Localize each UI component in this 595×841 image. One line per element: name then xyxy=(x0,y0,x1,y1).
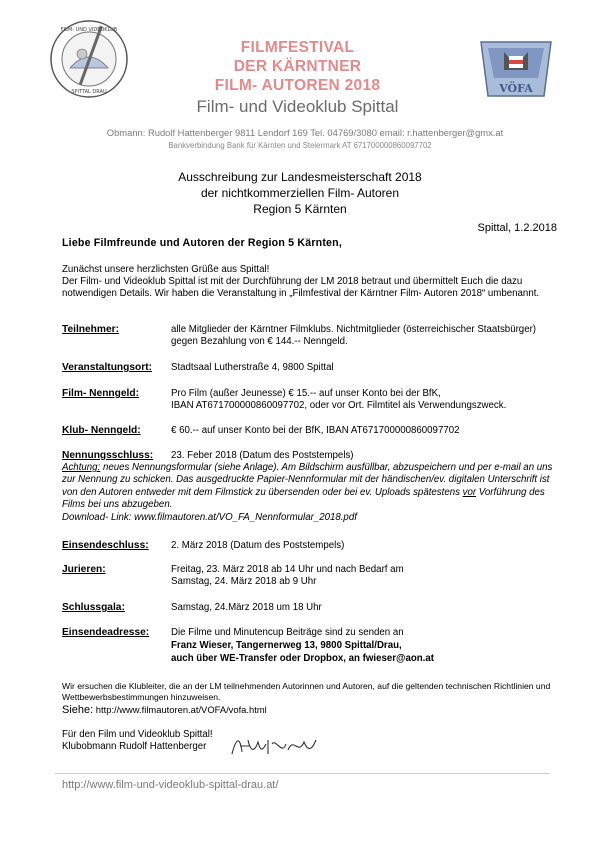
entry-deadline-label: Nennungsschluss: xyxy=(62,450,154,461)
club-name: Film- und Videoklub Spittal xyxy=(196,97,399,116)
footer-divider xyxy=(55,773,550,774)
download-link[interactable]: Download- Link: www.filmautoren.at/VO_FA_Nennformular_2018.pdf xyxy=(62,512,357,523)
address-line-1: Die Filme und Minutencup Beiträge sind zu senden an xyxy=(171,627,404,638)
gala-label: Schlussgala: xyxy=(62,602,125,613)
achtung-end: Vorführung des Films bei uns abzugeben. xyxy=(62,486,545,511)
club-fee-value: € 60.-- auf unser Konto bei der BfK, IBAN AT671700000860097702 xyxy=(171,425,460,436)
address-line-3: auch über WE-Transfer oder Dropbox, an fwieser@aon.at xyxy=(171,653,434,664)
bank-line: Bankverbindung Bank für Kärnten und Steiermark AT 671700000860097702 xyxy=(168,141,432,150)
intro-greeting: Zunächst unsere herzlichsten Grüße aus Spittal! xyxy=(62,264,270,275)
film-fee-line-2: IBAN AT671700000860097702, oder vor Ort. Filmtitel als Verwendungszweck. xyxy=(171,400,507,411)
address-label: Einsendeadresse: xyxy=(62,627,150,638)
address-line-2: Franz Wieser, Tangernerweg 13, 9800 Spittal/Drau, xyxy=(171,640,402,651)
greeting: Liebe Filmfreunde und Autoren der Region 5 Kärnten, xyxy=(62,237,342,249)
siehe-link[interactable]: http://www.filmautoren.at/VOFA/vofa.html xyxy=(93,704,267,715)
siehe-label: Siehe: xyxy=(62,704,94,716)
club-logo xyxy=(48,18,130,105)
judging-label: Jurieren: xyxy=(62,564,106,575)
judging-line-1: Freitag, 23. März 2018 ab 14 Uhr und nach Bedarf am xyxy=(171,564,404,575)
judging-line-2: Samstag, 24. März 2018 ab 9 Uhr xyxy=(171,576,317,587)
signature-image xyxy=(228,734,320,765)
film-fee-label: Film- Nenngeld: xyxy=(62,388,139,399)
intro-body: Der Film- und Videoklub Spittal ist mit der Durchführung der LM 2018 betraut und übermittelt Euch die dazu notwendigen Details. Wir haben die Veranstaltung in „Filmfestival der Kärntner Film- Autoren 2018“ umbenannt. xyxy=(62,276,540,300)
club-fee-label: Klub- Nenngeld: xyxy=(62,425,141,436)
signature-line-2: Klubobmann Rudolf Hattenberger xyxy=(62,741,207,752)
teilnehmer-value: alle Mitglieder der Kärntner Filmklubs. Nichtmitglieder (österreichischer Staatsbürger) gegen Bezahlung von € 144.-- Nenngeld. xyxy=(171,324,537,348)
venue-label: Veranstaltungsort: xyxy=(62,362,153,373)
closing-note: Wir ersuchen die Klubleiter, die an der LM teilnehmenden Autorinnen und Autoren, auf die geltenden technischen Richtlinien und Wettbewerbsbestimmungen hinzuweisen. xyxy=(62,681,551,702)
festival-title-line-2: DER KÄRNTNER xyxy=(233,58,362,75)
heading-line-2: der nichtkommerziellen Film- Autoren xyxy=(200,186,400,200)
svg-text:FILM- UND VIDEOKLUB: FILM- UND VIDEOKLUB xyxy=(60,27,118,33)
svg-text:SPITTAL DRAU: SPITTAL DRAU xyxy=(71,89,107,95)
venue-value: Stadtsaal Lutherstraße 4, 9800 Spittal xyxy=(171,362,334,373)
festival-title-line-1: FILMFESTIVAL xyxy=(240,39,355,56)
heading-line-1: Ausschreibung zur Landesmeisterschaft 2018 xyxy=(178,170,422,184)
footer-url[interactable]: http://www.film-und-videoklub-spittal-drau.at/ xyxy=(62,779,279,791)
film-fee-line-1: Pro Film (außer Jeunesse) € 15.-- auf unser Konto bei der BfK, xyxy=(171,388,441,399)
submission-deadline-label: Einsendeschluss: xyxy=(62,540,149,551)
contact-line: Obmann: Rudolf Hattenberger 9811 Lendorf 169 Tel. 04769/3080 email: r.hattenberger@gmx.at xyxy=(106,127,504,138)
achtung-vor: vor xyxy=(462,486,477,498)
entry-deadline-value: 23. Feber 2018 (Datum des Poststempels) xyxy=(171,450,354,461)
achtung-text: neues Nennungsformular (siehe Anlage). Am Bildschirm ausfüllbar, abzuspeichern und per e-mail an uns zur Nennung zu schicken. Das ausgedruckte Papier-Nennformular mit der händischen/ev. digitalen Unterschrift ist von den Autoren entweder mit dem Filmstick zu übersenden oder bei ev. Uploads spätestens xyxy=(62,462,553,498)
achtung-label: Achtung: xyxy=(62,462,101,473)
achtung-paragraph xyxy=(62,462,558,512)
siehe-line xyxy=(62,704,558,716)
svg-text:VÖFA: VÖFA xyxy=(499,82,533,95)
gala-value: Samstag, 24.März 2018 um 18 Uhr xyxy=(171,602,322,613)
submission-deadline-value: 2. März 2018 (Datum des Poststempels) xyxy=(171,540,345,551)
teilnehmer-label: Teilnehmer: xyxy=(62,324,119,335)
letter-date: Spittal, 1.2.2018 xyxy=(477,222,557,234)
heading-line-3: Region 5 Kärnten xyxy=(253,202,347,216)
festival-title-line-3: FILM- AUTOREN 2018 xyxy=(214,77,381,94)
signature-line-1: Für den Film und Videoklub Spittal! xyxy=(62,729,213,740)
